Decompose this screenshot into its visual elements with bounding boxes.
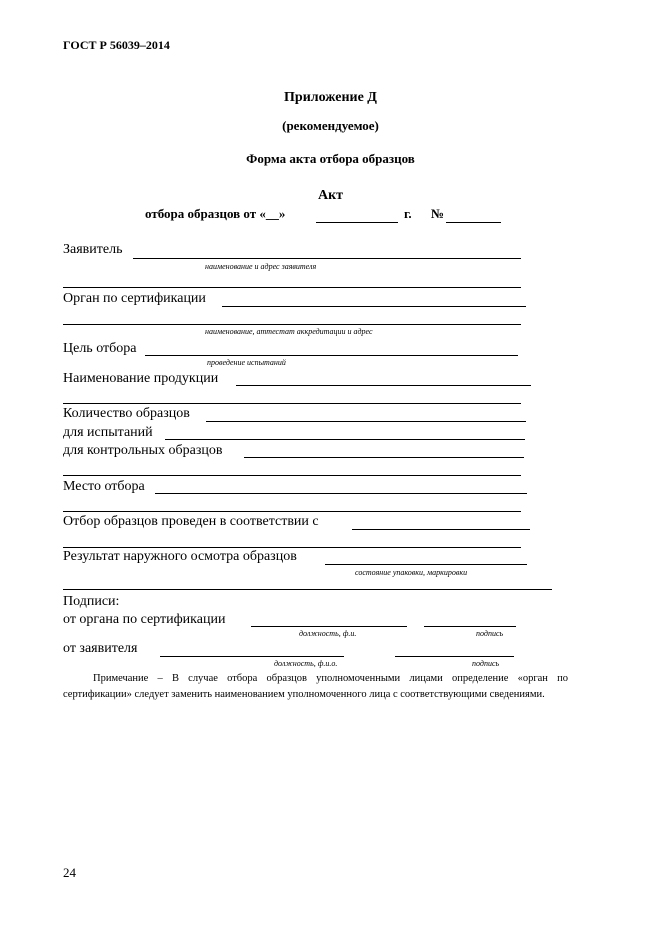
applicant-line-2 <box>63 287 521 288</box>
applicant-position-caption: должность, ф.и.о. <box>274 659 338 668</box>
applicant-position-line <box>160 656 344 657</box>
act-number-label: № <box>431 206 445 221</box>
cert-body-line <box>222 306 526 307</box>
inspection-line-2 <box>63 589 552 590</box>
cert-body-label: Орган по сертификации <box>63 291 206 306</box>
act-subtitle-prefix: отбора образцов от «__» <box>145 206 286 221</box>
place-label: Место отбора <box>63 479 145 494</box>
standard-header: ГОСТ Р 56039–2014 <box>63 38 170 52</box>
note-paragraph: Примечание – В случае отбора образцов уполномоченными лицами определение «орган по сертификации» следует заменить наименованием уполномоченного лица с соответствующими сведениями. <box>63 673 568 700</box>
sampling-per-line <box>352 529 530 530</box>
inspection-label: Результат наружного осмотра образцов <box>63 549 297 564</box>
product-line-2 <box>63 403 521 404</box>
for-tests-label: для испытаний <box>63 425 153 440</box>
sampling-per-label: Отбор образцов проведен в соответствии с <box>63 514 319 529</box>
cert-position-line <box>251 626 407 627</box>
applicant-signature-line <box>395 656 514 657</box>
act-number-line <box>446 222 501 223</box>
for-control-line-2 <box>63 475 521 476</box>
applicant-caption: наименование и адрес заявителя <box>205 262 317 271</box>
act-title: Акт <box>317 188 344 203</box>
act-date-line <box>316 222 398 223</box>
from-applicant-label: от заявителя <box>63 641 138 656</box>
quantity-line <box>206 421 526 422</box>
form-title: Форма акта отбора образцов <box>246 151 415 166</box>
inspection-caption: состояние упаковки, маркировки <box>355 568 468 577</box>
appendix-status: (рекомендуемое) <box>282 118 379 133</box>
applicant-line <box>133 258 521 259</box>
cert-position-caption: должность, ф.и. <box>299 629 357 638</box>
place-line <box>155 493 527 494</box>
for-tests-line <box>165 439 525 440</box>
for-control-label: для контрольных образцов <box>63 443 223 458</box>
sampling-per-line-2 <box>63 547 521 548</box>
purpose-line <box>145 355 518 356</box>
cert-signature-caption: подпись <box>476 629 504 638</box>
place-line-2 <box>63 511 521 512</box>
act-year-label: г. <box>404 206 412 221</box>
signatures-label: Подписи: <box>63 594 120 609</box>
inspection-line <box>325 564 527 565</box>
for-control-line <box>244 457 524 458</box>
product-line <box>236 385 531 386</box>
cert-signature-line <box>424 626 516 627</box>
appendix-title: Приложение Д <box>284 90 377 105</box>
quantity-label: Количество образцов <box>63 406 190 421</box>
purpose-label: Цель отбора <box>63 341 137 356</box>
purpose-caption: проведение испытаний <box>207 358 286 367</box>
applicant-label: Заявитель <box>63 242 123 257</box>
cert-body-line-2 <box>63 324 521 325</box>
applicant-signature-caption: подпись <box>472 659 500 668</box>
product-label: Наименование продукции <box>63 371 219 386</box>
page-number: 24 <box>63 865 76 880</box>
cert-body-caption: наименование, аттестат аккредитации и адрес <box>205 327 373 336</box>
from-cert-label: от органа по сертификации <box>63 612 226 627</box>
